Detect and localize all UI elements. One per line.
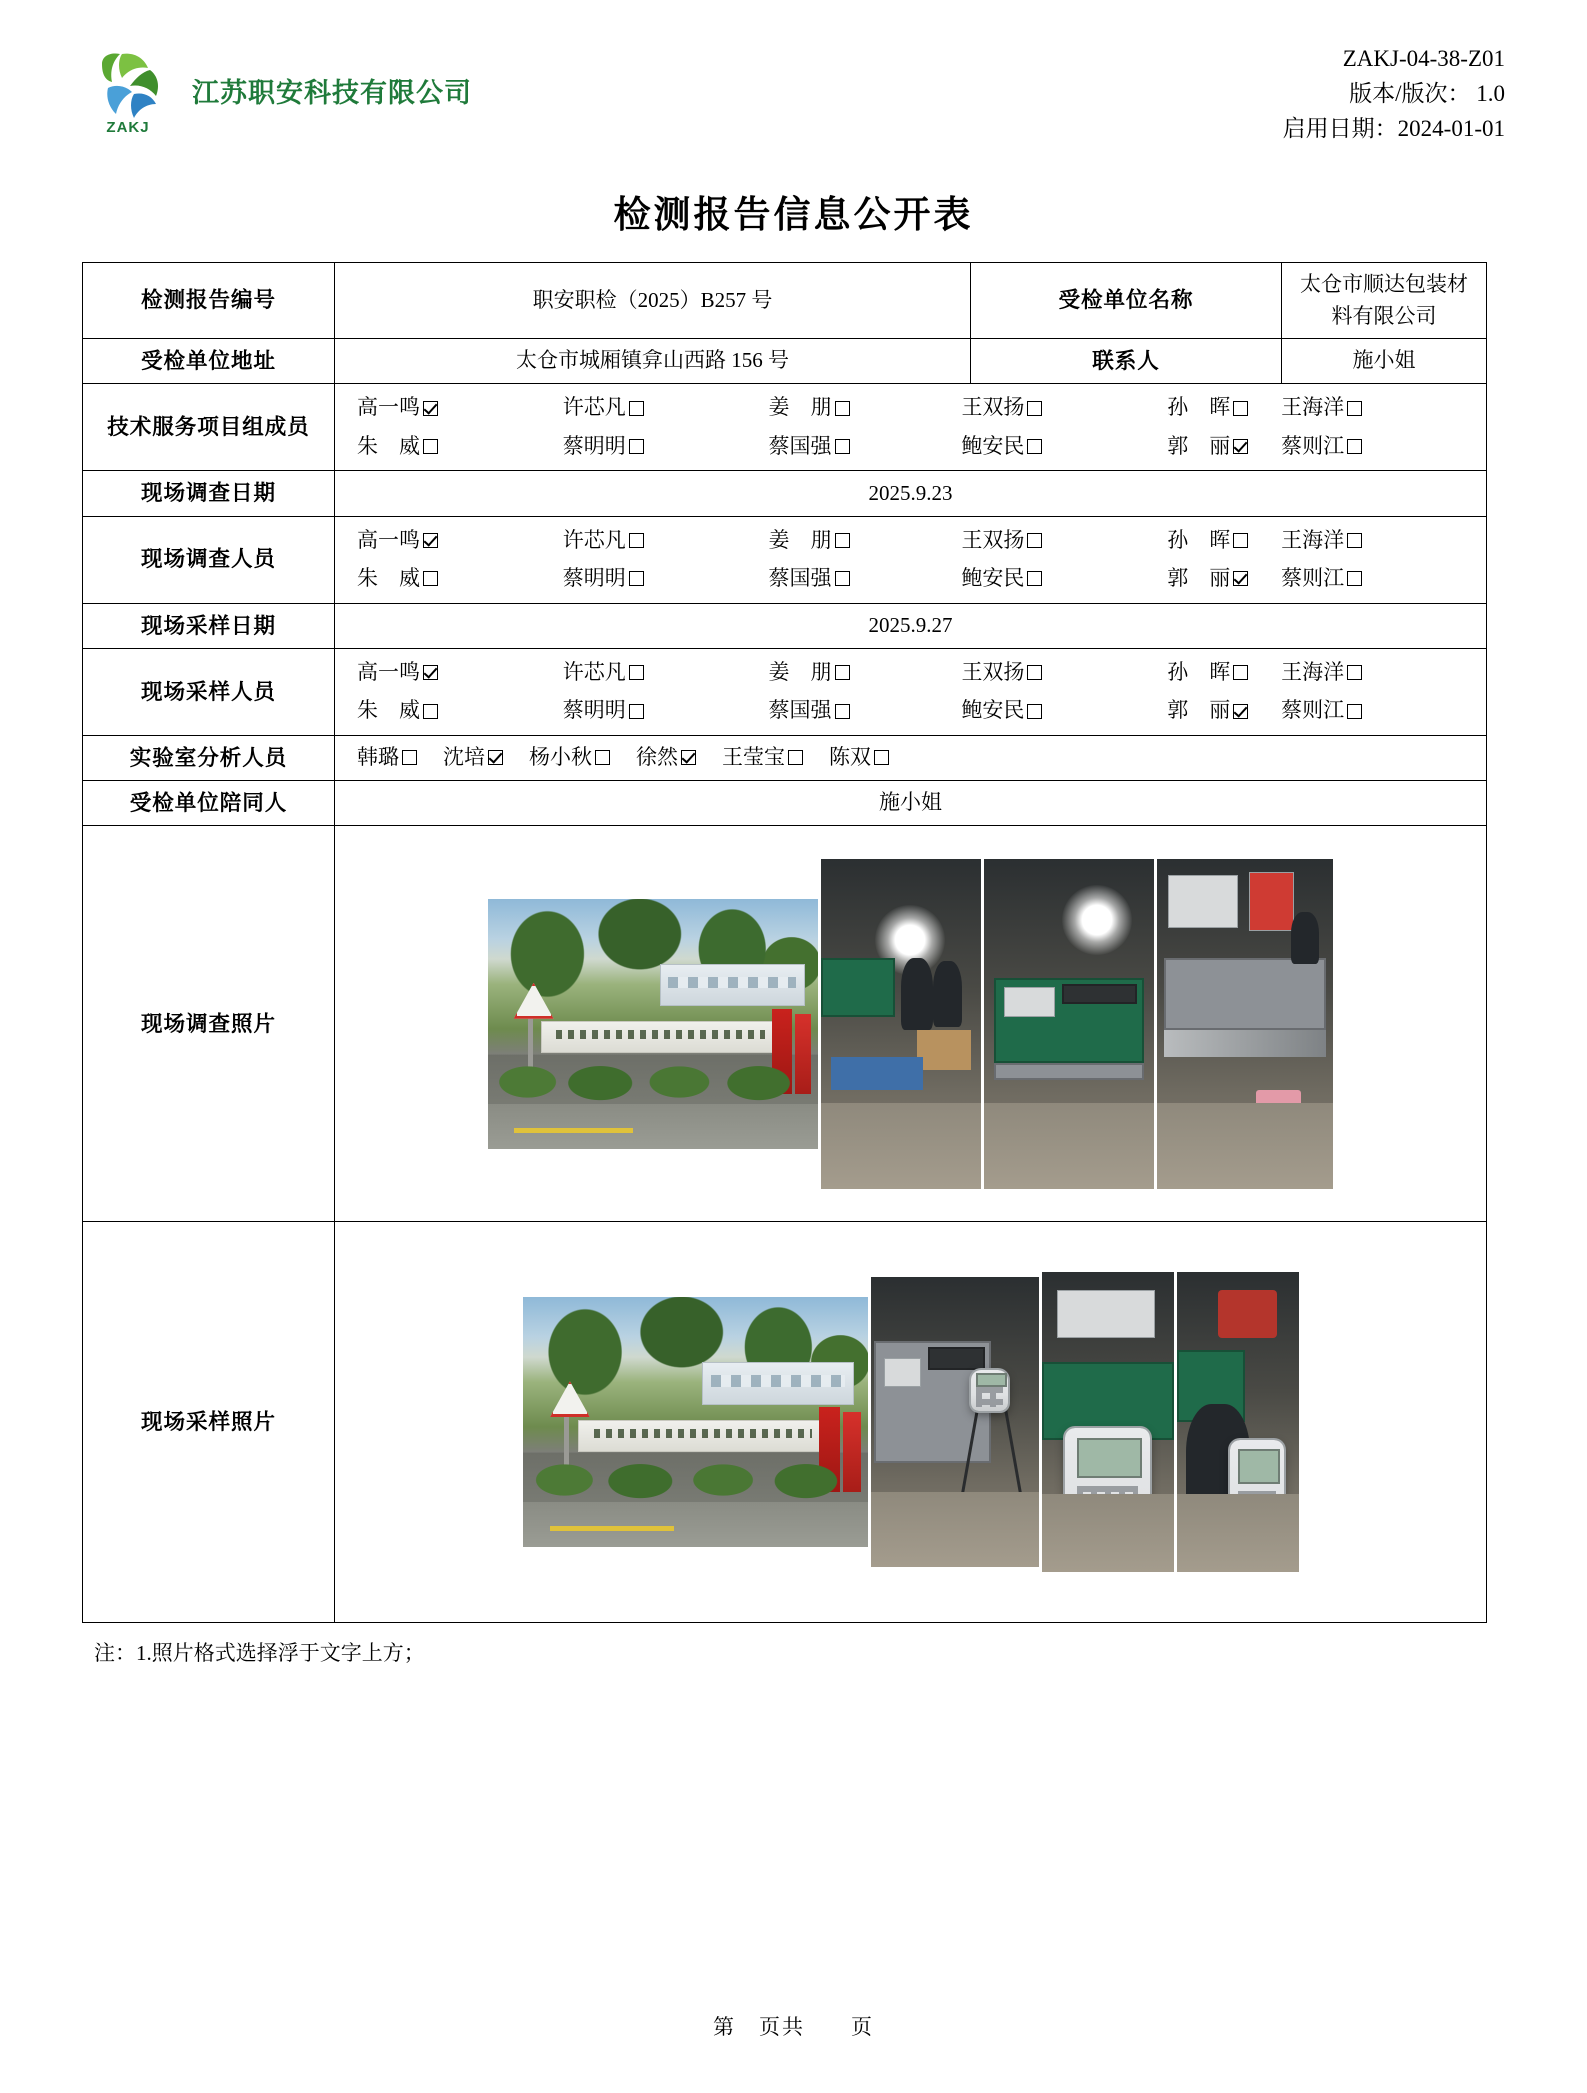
sampling-checkbox-grid xyxy=(343,655,1478,729)
sampling-photo-strip xyxy=(335,1222,1486,1622)
page-title: 检测报告信息公开表 xyxy=(613,194,974,235)
photo-workshop-a xyxy=(821,859,981,1189)
checkbox-icon[interactable] xyxy=(402,750,417,765)
person-name: 蔡明明 xyxy=(562,433,626,458)
person-checkbox-item[interactable] xyxy=(722,742,803,774)
person-checkbox-item[interactable] xyxy=(1167,392,1281,424)
table-row-sampling-staff xyxy=(83,648,1487,735)
person-checkbox-item[interactable] xyxy=(357,657,563,689)
person-name: 徐然 xyxy=(636,745,678,770)
page-footer: 第 页共 页 xyxy=(713,2015,874,2039)
person-checkbox-item[interactable] xyxy=(563,525,769,557)
checkbox-icon[interactable] xyxy=(1027,533,1042,548)
person-name: 蔡国强 xyxy=(768,433,832,458)
photo-high-speed-printer xyxy=(984,859,1154,1189)
checkbox-icon[interactable] xyxy=(1347,401,1362,416)
table-note: 注：1.照片格式选择浮于文字上方； xyxy=(94,1641,425,1666)
person-checkbox-item[interactable] xyxy=(961,392,1167,424)
person-checkbox-item[interactable] xyxy=(357,563,563,595)
person-name: 杨小秋 xyxy=(529,745,592,770)
checkbox-icon[interactable] xyxy=(1027,571,1042,586)
label-survey-photos: 现场调查照片 xyxy=(83,826,335,1222)
person-checkbox-item[interactable] xyxy=(1167,525,1281,557)
company-logo-icon xyxy=(82,44,174,136)
person-checkbox-item[interactable] xyxy=(357,431,563,463)
person-name: 郭 丽 xyxy=(1167,433,1231,458)
person-name: 许芯凡 xyxy=(562,659,626,684)
person-checkbox-item[interactable] xyxy=(529,742,610,774)
person-checkbox-item[interactable] xyxy=(769,563,962,595)
person-name: 王双扬 xyxy=(961,659,1025,684)
svg-text:ZAKJ: ZAKJ xyxy=(106,119,150,136)
checkbox-icon[interactable] xyxy=(1233,665,1248,680)
person-name: 韩璐 xyxy=(357,745,399,770)
person-name: 王双扬 xyxy=(961,395,1025,420)
label-client-address: 受检单位地址 xyxy=(83,339,335,384)
survey-photo-cell xyxy=(335,826,1487,1222)
person-checkbox-item[interactable] xyxy=(1167,431,1281,463)
checkbox-icon[interactable] xyxy=(1347,665,1362,680)
value-report-no: 职安职检（2025）B257 号 xyxy=(335,263,971,339)
table-row-team xyxy=(83,384,1487,471)
person-checkbox-item[interactable] xyxy=(769,657,962,689)
person-name: 王双扬 xyxy=(961,527,1025,552)
label-team: 技术服务项目组成员 xyxy=(83,384,335,471)
checkbox-icon[interactable] xyxy=(1027,401,1042,416)
person-name: 王海洋 xyxy=(1281,395,1345,420)
checkbox-icon[interactable] xyxy=(629,401,644,416)
checkbox-checked-icon[interactable] xyxy=(681,750,696,765)
value-survey-date: 2025.9.23 xyxy=(335,471,1487,516)
person-name: 朱 威 xyxy=(357,566,420,590)
checkbox-icon[interactable] xyxy=(1347,439,1362,454)
page-header xyxy=(82,34,1505,154)
checkbox-icon[interactable] xyxy=(835,533,850,548)
checkbox-icon[interactable] xyxy=(629,665,644,680)
checkbox-icon[interactable] xyxy=(835,665,850,680)
checkbox-icon[interactable] xyxy=(835,439,850,454)
label-report-no: 检测报告编号 xyxy=(83,263,335,339)
sampling-photo-cell xyxy=(335,1222,1487,1623)
checkbox-icon[interactable] xyxy=(1347,533,1362,548)
person-name: 姜 朋 xyxy=(768,527,832,552)
person-checkbox-item[interactable] xyxy=(357,695,563,727)
person-name: 姜 朋 xyxy=(768,659,832,684)
person-checkbox-item[interactable] xyxy=(961,431,1167,463)
person-checkbox-item[interactable] xyxy=(357,525,563,557)
person-name: 郭 丽 xyxy=(1167,566,1231,590)
person-name: 鲍安民 xyxy=(961,433,1025,458)
person-checkbox-item[interactable] xyxy=(636,742,696,774)
company-name: 江苏职安科技有限公司 xyxy=(192,77,472,108)
person-name: 王莹宝 xyxy=(722,745,785,770)
lab-checkbox-line xyxy=(343,742,1478,774)
checkbox-icon[interactable] xyxy=(629,439,644,454)
person-name: 许芯凡 xyxy=(562,395,626,420)
checkbox-icon[interactable] xyxy=(629,533,644,548)
table-row-client-address xyxy=(83,339,1487,384)
value-client-address: 太仓市城厢镇弇山西路 156 号 xyxy=(335,339,971,384)
checkbox-checked-icon[interactable] xyxy=(423,665,438,680)
label-lab-staff: 实验室分析人员 xyxy=(83,735,335,780)
person-checkbox-item[interactable] xyxy=(1167,563,1281,595)
person-checkbox-item[interactable] xyxy=(1281,657,1474,689)
checkbox-icon[interactable] xyxy=(595,750,610,765)
person-name: 蔡则江 xyxy=(1281,433,1345,458)
checkbox-icon[interactable] xyxy=(1027,704,1042,719)
checkbox-icon[interactable] xyxy=(1027,665,1042,680)
label-survey-staff: 现场调查人员 xyxy=(83,516,335,603)
person-checkbox-item[interactable] xyxy=(769,695,962,727)
value-team xyxy=(335,384,1487,471)
person-checkbox-item[interactable] xyxy=(769,392,962,424)
checkbox-checked-icon[interactable] xyxy=(423,401,438,416)
person-checkbox-item[interactable] xyxy=(1281,695,1474,727)
label-survey-date: 现场调查日期 xyxy=(83,471,335,516)
person-name: 孙 晖 xyxy=(1167,395,1231,420)
person-name: 姜 朋 xyxy=(768,395,832,420)
checkbox-checked-icon[interactable] xyxy=(488,750,503,765)
person-checkbox-item[interactable] xyxy=(443,742,503,774)
person-name: 孙 晖 xyxy=(1167,659,1231,684)
label-sampling-date: 现场采样日期 xyxy=(83,603,335,648)
person-name: 王海洋 xyxy=(1281,527,1345,552)
checkbox-icon[interactable] xyxy=(835,704,850,719)
person-name: 许芯凡 xyxy=(562,527,626,552)
checkbox-checked-icon[interactable] xyxy=(1233,704,1248,719)
person-checkbox-item[interactable] xyxy=(563,431,769,463)
value-sampling-staff xyxy=(335,648,1487,735)
person-name: 鲍安民 xyxy=(961,698,1025,723)
table-row-survey-photos xyxy=(83,826,1487,1222)
person-checkbox-item[interactable] xyxy=(563,563,769,595)
header-brand xyxy=(82,34,472,136)
team-checkbox-grid xyxy=(343,390,1478,464)
person-name: 蔡国强 xyxy=(768,566,832,590)
table-row-report-no xyxy=(83,263,1487,339)
person-checkbox-item[interactable] xyxy=(563,695,769,727)
person-checkbox-item[interactable] xyxy=(829,742,889,774)
person-name: 蔡明明 xyxy=(562,698,626,723)
photo-personal-sampling xyxy=(1177,1272,1299,1572)
checkbox-icon[interactable] xyxy=(629,704,644,719)
value-survey-staff xyxy=(335,516,1487,603)
person-name: 陈双 xyxy=(829,745,871,770)
label-client-name: 受检单位名称 xyxy=(971,263,1282,339)
checkbox-icon[interactable] xyxy=(1233,533,1248,548)
photo-tripod-sampling xyxy=(871,1277,1039,1567)
label-contact: 联系人 xyxy=(971,339,1282,384)
person-checkbox-item[interactable] xyxy=(357,392,563,424)
value-contact: 施小姐 xyxy=(1282,339,1487,384)
value-client-name: 太仓市顺达包装材料有限公司 xyxy=(1282,263,1487,339)
person-name: 蔡则江 xyxy=(1281,566,1345,590)
table-row-sampling-photos xyxy=(83,1222,1487,1623)
checkbox-icon[interactable] xyxy=(835,571,850,586)
survey-photo-strip xyxy=(335,826,1486,1221)
person-name: 蔡则江 xyxy=(1281,698,1345,723)
value-lab-staff xyxy=(335,735,1487,780)
table-row-lab-staff xyxy=(83,735,1487,780)
checkbox-icon[interactable] xyxy=(1347,704,1362,719)
checkbox-icon[interactable] xyxy=(788,750,803,765)
person-name: 朱 威 xyxy=(357,698,420,723)
person-checkbox-item[interactable] xyxy=(961,695,1167,727)
table-row-sampling-date xyxy=(83,603,1487,648)
person-checkbox-item[interactable] xyxy=(961,657,1167,689)
person-name: 蔡明明 xyxy=(562,566,626,590)
doc-code: ZAKJ-04-38-Z01 xyxy=(1342,46,1505,71)
person-name: 孙 晖 xyxy=(1167,527,1231,552)
person-checkbox-item[interactable] xyxy=(1281,563,1474,595)
checkbox-checked-icon[interactable] xyxy=(423,533,438,548)
label-sampling-photos: 现场采样照片 xyxy=(83,1222,335,1623)
checkbox-checked-icon[interactable] xyxy=(1233,571,1248,586)
person-name: 沈培 xyxy=(443,745,485,770)
checkbox-icon[interactable] xyxy=(629,571,644,586)
checkbox-icon[interactable] xyxy=(423,571,438,586)
label-escort: 受检单位陪同人 xyxy=(83,781,335,826)
checkbox-icon[interactable] xyxy=(1347,571,1362,586)
checkbox-icon[interactable] xyxy=(423,704,438,719)
checkbox-checked-icon[interactable] xyxy=(1233,439,1248,454)
label-sampling-staff: 现场采样人员 xyxy=(83,648,335,735)
value-escort: 施小姐 xyxy=(335,781,1487,826)
person-checkbox-item[interactable] xyxy=(1167,695,1281,727)
person-checkbox-item[interactable] xyxy=(961,525,1167,557)
photo-coating-machine xyxy=(1157,859,1333,1189)
person-checkbox-item[interactable] xyxy=(1167,657,1281,689)
person-name: 高一鸣 xyxy=(357,527,420,552)
person-checkbox-item[interactable] xyxy=(1281,392,1474,424)
checkbox-icon[interactable] xyxy=(1233,401,1248,416)
person-name: 鲍安民 xyxy=(961,566,1025,590)
person-name: 郭 丽 xyxy=(1167,698,1231,723)
photo-factory-gate xyxy=(488,899,818,1149)
person-name: 王海洋 xyxy=(1281,659,1345,684)
person-name: 高一鸣 xyxy=(357,659,420,684)
doc-version: 版本/版次： 1.0 xyxy=(1349,80,1505,106)
table-row-escort xyxy=(83,781,1487,826)
value-sampling-date: 2025.9.27 xyxy=(335,603,1487,648)
person-name: 高一鸣 xyxy=(357,395,420,420)
checkbox-icon[interactable] xyxy=(874,750,889,765)
photo-factory-gate-2 xyxy=(523,1297,868,1547)
person-checkbox-item[interactable] xyxy=(357,742,417,774)
doc-effective-date: 启用日期：2024-01-01 xyxy=(1282,115,1505,141)
person-checkbox-item[interactable] xyxy=(1281,525,1474,557)
checkbox-icon[interactable] xyxy=(423,439,438,454)
person-checkbox-item[interactable] xyxy=(563,392,769,424)
report-info-table xyxy=(82,262,1487,1623)
person-checkbox-item[interactable] xyxy=(961,563,1167,595)
person-name: 朱 威 xyxy=(357,433,420,458)
person-checkbox-item[interactable] xyxy=(563,657,769,689)
table-row-survey-date xyxy=(83,471,1487,516)
person-name: 蔡国强 xyxy=(768,698,832,723)
photo-noise-meter xyxy=(1042,1272,1174,1572)
survey-checkbox-grid xyxy=(343,523,1478,597)
person-checkbox-item[interactable] xyxy=(769,525,962,557)
header-meta xyxy=(1283,34,1505,147)
checkbox-icon[interactable] xyxy=(1027,439,1042,454)
table-row-survey-staff xyxy=(83,516,1487,603)
person-checkbox-item[interactable] xyxy=(1281,431,1474,463)
checkbox-icon[interactable] xyxy=(835,401,850,416)
person-checkbox-item[interactable] xyxy=(769,431,962,463)
